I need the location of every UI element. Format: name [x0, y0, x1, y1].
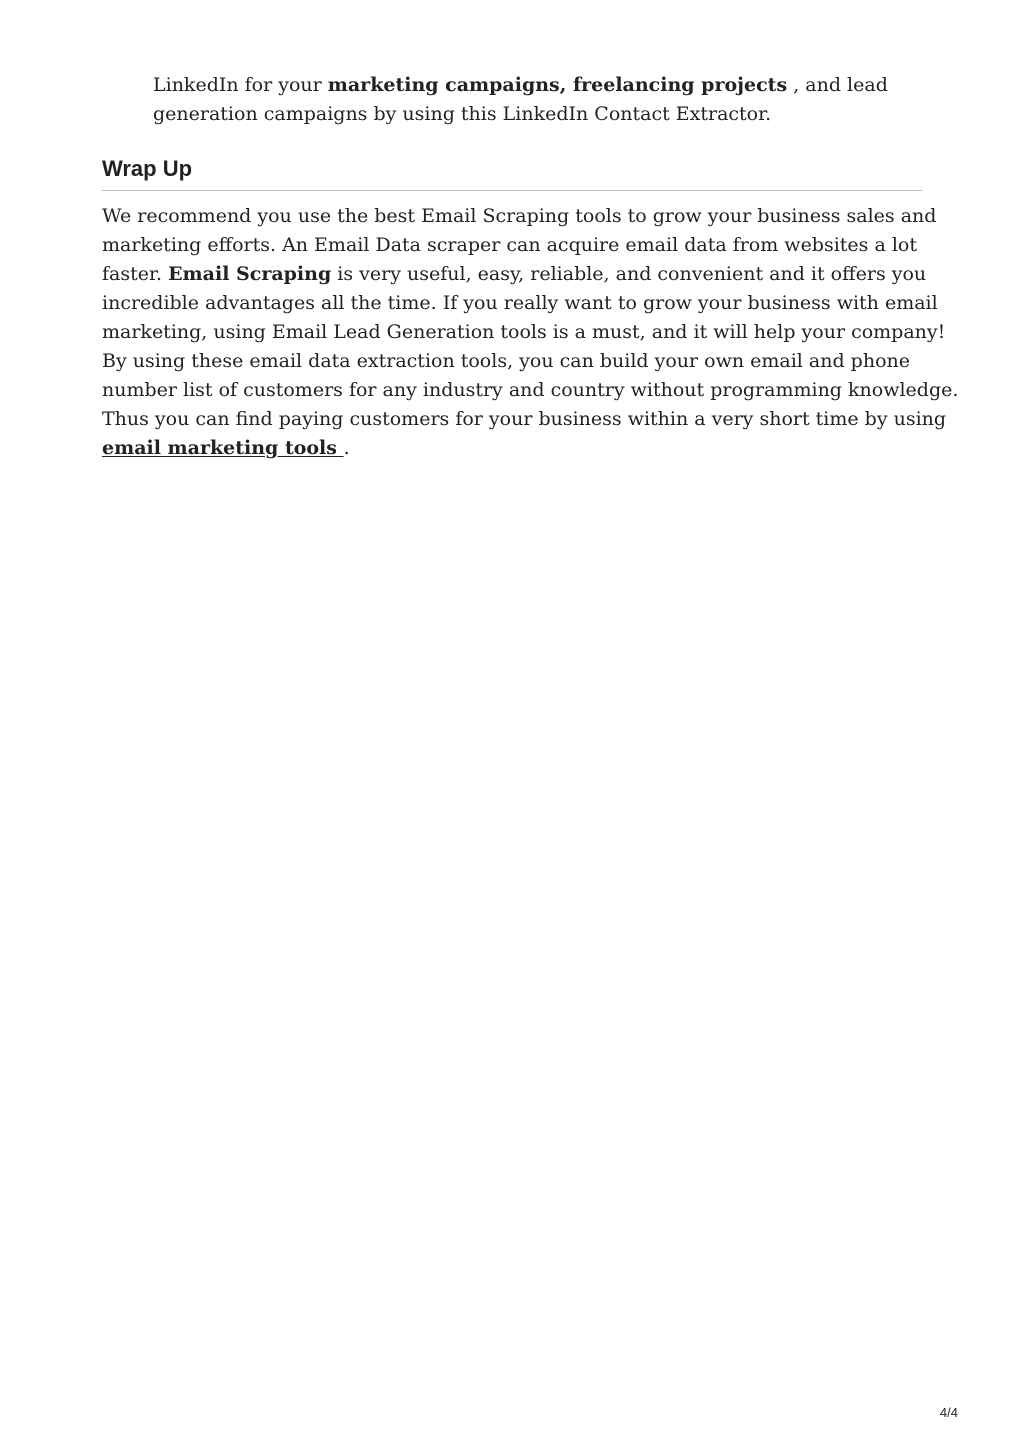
body-text: faster.	[102, 263, 169, 285]
heading-divider	[102, 190, 922, 191]
body-line	[102, 434, 922, 463]
wrap-up-paragraph	[102, 202, 959, 463]
body-line: We recommend you use the best Email Scraping tools to grow your business sales and	[102, 205, 937, 227]
body-line	[102, 260, 927, 289]
body-line: marketing, using Email Lead Generation tools is a must, and it will help your company!	[102, 321, 946, 343]
body-line: number list of customers for any industry and country without programming knowledge.	[102, 379, 959, 401]
body-text: .	[343, 437, 350, 459]
intro-line-1	[153, 71, 913, 100]
body-line: marketing efforts. An Email Data scraper can acquire email data from websites a lot	[102, 234, 917, 256]
body-text: is very useful, easy, reliable, and convenient and it offers you	[331, 263, 927, 285]
body-line: By using these email data extraction tools, you can build your own email and phone	[102, 350, 910, 372]
intro-text: LinkedIn for your	[153, 74, 328, 96]
intro-line-2: generation campaigns by using this LinkedIn Contact Extractor.	[153, 103, 772, 125]
email-marketing-tools-link[interactable]: email marketing tools	[102, 437, 344, 459]
body-bold-text: Email Scraping	[168, 263, 332, 285]
intro-paragraph	[153, 71, 913, 129]
page-number: 4/4	[939, 1405, 958, 1420]
section-heading: Wrap Up	[102, 156, 193, 181]
intro-bold-text: marketing campaigns, freelancing projects	[327, 74, 788, 96]
body-line: Thus you can find paying customers for your business within a very short time by using	[102, 408, 947, 430]
body-line: incredible advantages all the time. If you really want to grow your business with email	[102, 292, 938, 314]
intro-text: , and lead	[787, 74, 888, 96]
